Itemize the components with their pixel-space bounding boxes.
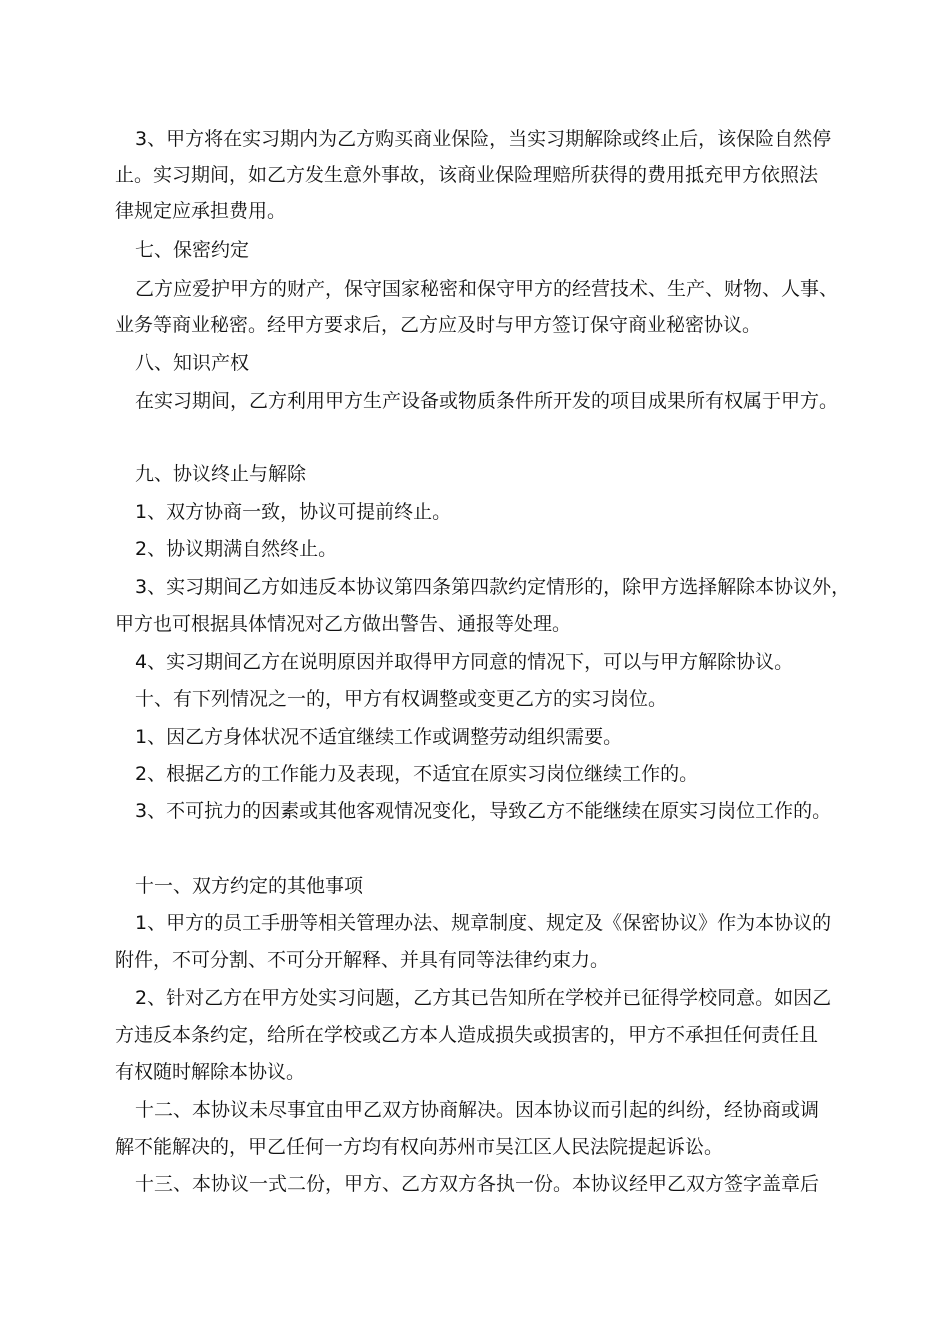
section-heading: 八、知识产权	[135, 352, 250, 374]
list-item: 2、根据乙方的工作能力及表现，不适宜在原实习岗位继续工作的。	[135, 763, 699, 785]
paragraph-line: 律规定应承担费用。	[115, 200, 287, 222]
list-item: 2、协议期满自然终止。	[135, 538, 338, 560]
list-item: 3、实习期间乙方如违反本协议第四条第四款约定情形的，除甲方选择解除本协议外，	[135, 576, 851, 598]
section-heading: 十、有下列情况之一的，甲方有权调整或变更乙方的实习岗位。	[135, 688, 668, 710]
paragraph-line: 附件，不可分割、不可分开解释、并具有同等法律约束力。	[115, 949, 610, 971]
section-heading: 七、保密约定	[135, 239, 250, 261]
section-heading: 十三、本协议一式二份，甲方、乙方双方各执一份。本协议经甲乙双方签字盖章后	[135, 1173, 820, 1195]
paragraph-line: 解不能解决的，甲乙任何一方均有权向苏州市吴江区人民法院提起诉讼。	[115, 1136, 724, 1158]
paragraph-line: 止。实习期间，如乙方发生意外事故，该商业保险理赔所获得的费用抵充甲方依照法	[115, 164, 819, 186]
paragraph-line: 方违反本条约定，给所在学校或乙方本人造成损失或损害的，甲方不承担任何责任且	[115, 1024, 819, 1046]
list-item: 4、实习期间乙方在说明原因并取得甲方同意的情况下，可以与甲方解除协议。	[135, 651, 794, 673]
paragraph-line: 业务等商业秘密。经甲方要求后，乙方应及时与甲方签订保守商业秘密协议。	[115, 314, 762, 336]
paragraph-line: 3、甲方将在实习期内为乙方购买商业保险，当实习期解除或终止后，该保险自然停	[135, 128, 832, 150]
list-item: 3、不可抗力的因素或其他客观情况变化，导致乙方不能继续在原实习岗位工作的。	[135, 800, 832, 822]
section-heading: 十二、本协议未尽事宜由甲乙双方协商解决。因本协议而引起的纠纷，经协商或调	[135, 1099, 820, 1121]
paragraph-line: 甲方也可根据具体情况对乙方做出警告、通报等处理。	[115, 613, 572, 635]
list-item: 1、甲方的员工手册等相关管理办法、规章制度、规定及《保密协议》作为本协议的	[135, 912, 832, 934]
paragraph-line: 有权随时解除本协议。	[115, 1061, 306, 1083]
paragraph-line: 乙方应爱护甲方的财产，保守国家秘密和保守甲方的经营技术、生产、财物、人事、	[135, 278, 839, 300]
list-item: 2、针对乙方在甲方处实习问题，乙方其已告知所在学校并已征得学校同意。如因乙	[135, 987, 832, 1009]
paragraph-line: 在实习期间，乙方利用甲方生产设备或物质条件所开发的项目成果所有权属于甲方。	[135, 390, 839, 412]
list-item: 1、双方协商一致，协议可提前终止。	[135, 501, 452, 523]
section-heading: 九、协议终止与解除	[135, 463, 307, 485]
list-item: 1、因乙方身体状况不适宜继续工作或调整劳动组织需要。	[135, 726, 623, 748]
section-heading: 十一、双方约定的其他事项	[135, 875, 364, 897]
